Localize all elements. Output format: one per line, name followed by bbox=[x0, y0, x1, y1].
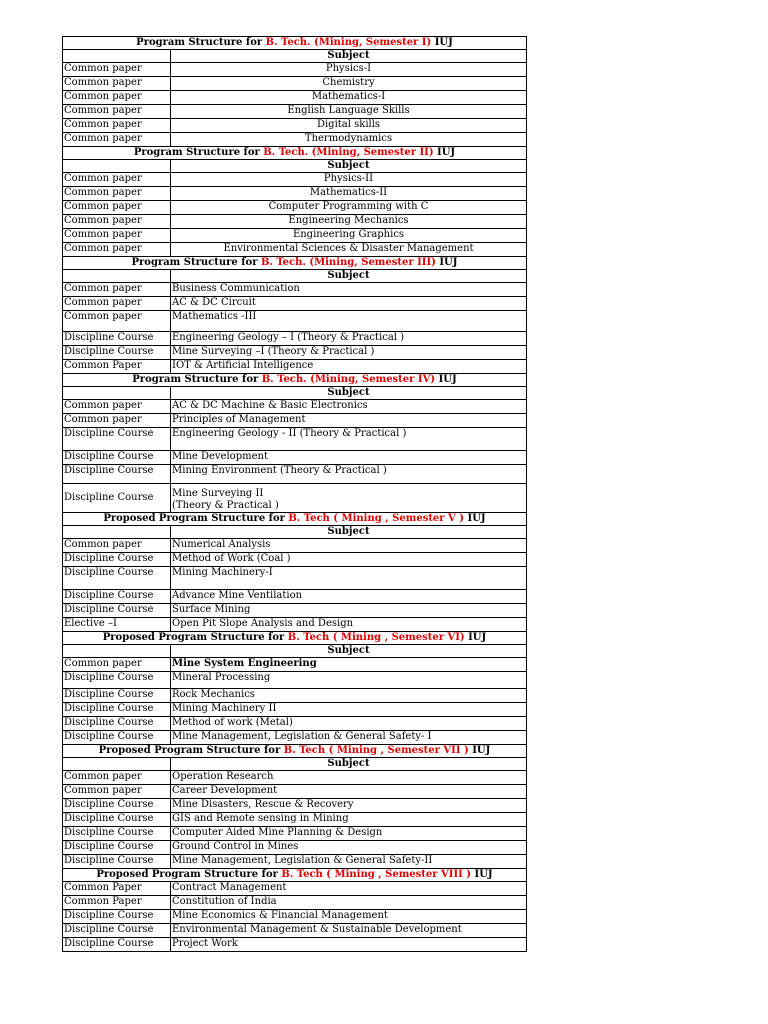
subject-name: Contract Management bbox=[172, 882, 287, 893]
course-subject bbox=[171, 567, 527, 590]
subject-name: Computer Aided Mine Planning & Design bbox=[172, 827, 383, 838]
course-row bbox=[63, 785, 527, 799]
title-prefix: Program Structure for bbox=[131, 257, 261, 268]
semester-title-row bbox=[63, 745, 527, 758]
course-subject bbox=[171, 311, 527, 332]
course-type: Discipline Course bbox=[63, 689, 171, 703]
course-type: Discipline Course bbox=[63, 465, 171, 484]
semester-title bbox=[63, 745, 527, 758]
course-type: Elective –I bbox=[63, 618, 171, 632]
course-row bbox=[63, 771, 527, 785]
title-program: B. Tech ( Mining , Semester V ) bbox=[288, 513, 465, 524]
subject-header-row bbox=[63, 270, 527, 283]
subject-name: Mathematics-I bbox=[311, 91, 386, 102]
header-blank-cell bbox=[63, 50, 171, 63]
title-suffix: IUJ bbox=[471, 869, 493, 880]
course-row bbox=[63, 896, 527, 910]
course-type: Discipline Course bbox=[63, 924, 171, 938]
course-subject bbox=[171, 360, 527, 374]
course-row bbox=[63, 539, 527, 553]
subject-name: Mine System Engineering bbox=[172, 658, 317, 669]
course-type: Common paper bbox=[63, 119, 171, 133]
course-type: Common paper bbox=[63, 283, 171, 297]
course-subject bbox=[171, 731, 527, 745]
subject-name: Ground Control in Mines bbox=[172, 841, 299, 852]
semester-title-row bbox=[63, 147, 527, 160]
subject-header: Subject bbox=[171, 526, 527, 539]
title-prefix: Program Structure for bbox=[133, 147, 264, 158]
course-type: Discipline Course bbox=[63, 428, 171, 451]
course-type: Common Paper bbox=[63, 896, 171, 910]
subject-name: IOT & Artificial Intelligence bbox=[172, 360, 314, 371]
course-subject bbox=[171, 910, 527, 924]
semester-title-row bbox=[63, 513, 527, 526]
subject-header: Subject bbox=[171, 270, 527, 283]
course-type: Discipline Course bbox=[63, 938, 171, 952]
course-type: Common paper bbox=[63, 215, 171, 229]
course-type: Common paper bbox=[63, 201, 171, 215]
course-type: Common paper bbox=[63, 539, 171, 553]
course-type: Common Paper bbox=[63, 882, 171, 896]
subject-name: Mine Economics & Financial Management bbox=[172, 910, 388, 921]
course-subject bbox=[171, 105, 527, 119]
subject-name: Mathematics -III bbox=[172, 311, 257, 322]
course-row bbox=[63, 465, 527, 484]
course-row bbox=[63, 827, 527, 841]
title-suffix: IUJ bbox=[464, 513, 486, 524]
course-type: Common paper bbox=[63, 63, 171, 77]
course-subject bbox=[171, 841, 527, 855]
course-subject bbox=[171, 484, 527, 513]
subject-name: Project Work bbox=[172, 938, 238, 949]
semester-title-row bbox=[63, 869, 527, 882]
subject-name: Environmental Sciences & Disaster Management bbox=[223, 243, 474, 254]
course-row bbox=[63, 841, 527, 855]
subject-header: Subject bbox=[171, 387, 527, 400]
course-type: Common paper bbox=[63, 297, 171, 311]
header-blank-cell bbox=[63, 387, 171, 400]
title-suffix: IUJ bbox=[435, 257, 458, 268]
semester-title bbox=[63, 257, 527, 270]
subject-name: Mine Surveying –I (Theory & Practical ) bbox=[172, 346, 375, 357]
subject-name: Numerical Analysis bbox=[172, 539, 271, 550]
course-subject bbox=[171, 672, 527, 689]
course-type: Discipline Course bbox=[63, 590, 171, 604]
course-subject bbox=[171, 133, 527, 147]
course-type: Common paper bbox=[63, 311, 171, 332]
course-row bbox=[63, 215, 527, 229]
title-program: B. Tech ( Mining , Semester VII ) bbox=[283, 745, 469, 756]
course-row bbox=[63, 428, 527, 451]
course-row bbox=[63, 77, 527, 91]
subject-name: AC & DC Machine & Basic Electronics bbox=[172, 400, 368, 411]
subject-name: Mine Management, Legislation & General Safety- I bbox=[172, 731, 432, 742]
course-row bbox=[63, 882, 527, 896]
subject-name: Mine Development bbox=[172, 451, 268, 462]
course-row bbox=[63, 731, 527, 745]
subject-name: Career Development bbox=[172, 785, 278, 796]
semester-title bbox=[63, 147, 527, 160]
subject-header-row bbox=[63, 387, 527, 400]
course-type: Discipline Course bbox=[63, 484, 171, 513]
course-subject bbox=[171, 414, 527, 428]
subject-name: Method of work (Metal) bbox=[172, 717, 293, 728]
course-subject bbox=[171, 618, 527, 632]
course-type: Common Paper bbox=[63, 360, 171, 374]
subject-name: Engineering Geology - II (Theory & Practical ) bbox=[172, 428, 407, 439]
subject-name: Physics-II bbox=[323, 173, 374, 184]
title-program: B. Tech. (Mining, Semester IV) bbox=[261, 374, 436, 385]
header-blank-cell bbox=[63, 526, 171, 539]
subject-header-row bbox=[63, 160, 527, 173]
subject-name: Mathematics-II bbox=[309, 187, 388, 198]
course-type: Discipline Course bbox=[63, 799, 171, 813]
title-prefix: Proposed Program Structure for bbox=[102, 632, 288, 643]
subject-name: Principles of Management bbox=[172, 414, 306, 425]
course-row bbox=[63, 924, 527, 938]
course-subject bbox=[171, 77, 527, 91]
semester-title bbox=[63, 869, 527, 882]
course-type: Discipline Course bbox=[63, 827, 171, 841]
header-blank-cell bbox=[63, 758, 171, 771]
course-subject bbox=[171, 215, 527, 229]
course-type: Common paper bbox=[63, 91, 171, 105]
course-row bbox=[63, 618, 527, 632]
subject-name: Mining Machinery II bbox=[172, 703, 277, 714]
subject-name: Digital skills bbox=[316, 119, 381, 130]
title-prefix: Proposed Program Structure for bbox=[96, 869, 282, 880]
course-type: Common paper bbox=[63, 414, 171, 428]
course-subject bbox=[171, 539, 527, 553]
course-subject bbox=[171, 882, 527, 896]
course-type: Discipline Course bbox=[63, 841, 171, 855]
subject-header: Subject bbox=[171, 758, 527, 771]
semester-title bbox=[63, 632, 527, 645]
course-subject bbox=[171, 91, 527, 105]
subject-name: Business Communication bbox=[172, 283, 300, 294]
course-subject bbox=[171, 465, 527, 484]
title-suffix: IUJ bbox=[435, 374, 457, 385]
course-type: Discipline Course bbox=[63, 813, 171, 827]
semester-title-row bbox=[63, 37, 527, 50]
course-row bbox=[63, 400, 527, 414]
course-subject bbox=[171, 689, 527, 703]
course-subject bbox=[171, 297, 527, 311]
course-row bbox=[63, 484, 527, 513]
subject-name: Mine Disasters, Rescue & Recovery bbox=[172, 799, 354, 810]
course-type: Common paper bbox=[63, 105, 171, 119]
course-subject bbox=[171, 173, 527, 187]
subject-name: Surface Mining bbox=[172, 604, 251, 615]
course-subject bbox=[171, 827, 527, 841]
course-row bbox=[63, 658, 527, 672]
title-suffix: IUJ bbox=[464, 632, 487, 643]
course-subject bbox=[171, 553, 527, 567]
course-row bbox=[63, 689, 527, 703]
subject-name: GIS and Remote sensing in Mining bbox=[172, 813, 349, 824]
subject-name: Constitution of India bbox=[172, 896, 277, 907]
course-row bbox=[63, 910, 527, 924]
subject-header-row bbox=[63, 758, 527, 771]
course-row bbox=[63, 855, 527, 869]
subject-header: Subject bbox=[171, 645, 527, 658]
subject-header-row bbox=[63, 645, 527, 658]
header-blank-cell bbox=[63, 160, 171, 173]
subject-name: Engineering Geology – I (Theory & Practical ) bbox=[172, 332, 405, 343]
course-subject bbox=[171, 243, 527, 257]
subject-header: Subject bbox=[171, 50, 527, 63]
semester-title bbox=[63, 374, 527, 387]
title-prefix: Proposed Program Structure for bbox=[98, 745, 284, 756]
title-prefix: Program Structure for bbox=[132, 374, 262, 385]
course-row bbox=[63, 173, 527, 187]
course-row bbox=[63, 91, 527, 105]
course-subject bbox=[171, 400, 527, 414]
course-subject bbox=[171, 283, 527, 297]
course-type: Common paper bbox=[63, 77, 171, 91]
course-row bbox=[63, 604, 527, 618]
course-subject bbox=[171, 604, 527, 618]
course-subject bbox=[171, 896, 527, 910]
course-subject bbox=[171, 428, 527, 451]
title-suffix: IUJ bbox=[433, 147, 456, 158]
course-type: Discipline Course bbox=[63, 451, 171, 465]
course-type: Discipline Course bbox=[63, 346, 171, 360]
subject-name: Engineering Mechanics bbox=[288, 215, 409, 226]
course-row bbox=[63, 813, 527, 827]
title-program: B. Tech. (Mining, Semester III) bbox=[260, 257, 436, 268]
course-row bbox=[63, 360, 527, 374]
course-type: Discipline Course bbox=[63, 672, 171, 689]
subject-header: Subject bbox=[171, 160, 527, 173]
course-subject bbox=[171, 799, 527, 813]
subject-name: Open Pit Slope Analysis and Design bbox=[172, 618, 354, 629]
title-program: B. Tech. (Mining, Semester II) bbox=[263, 147, 434, 158]
subject-name: Mining Machinery-I bbox=[172, 567, 273, 578]
title-prefix: Proposed Program Structure for bbox=[103, 513, 289, 524]
title-suffix: IUJ bbox=[431, 37, 453, 48]
course-type: Common paper bbox=[63, 133, 171, 147]
course-type: Common paper bbox=[63, 243, 171, 257]
course-subject bbox=[171, 451, 527, 465]
semester-title bbox=[63, 37, 527, 50]
title-prefix: Program Structure for bbox=[136, 37, 266, 48]
subject-name: Mining Environment (Theory & Practical ) bbox=[172, 465, 387, 476]
course-type: Discipline Course bbox=[63, 332, 171, 346]
course-row bbox=[63, 799, 527, 813]
course-type: Common paper bbox=[63, 771, 171, 785]
course-type: Discipline Course bbox=[63, 703, 171, 717]
course-row bbox=[63, 297, 527, 311]
course-subject bbox=[171, 938, 527, 952]
subject-name: Mineral Processing bbox=[172, 672, 271, 683]
course-subject bbox=[171, 590, 527, 604]
program-structure-sheet bbox=[62, 36, 526, 952]
course-type: Discipline Course bbox=[63, 604, 171, 618]
subject-name: Thermodynamics bbox=[304, 133, 393, 144]
course-subject bbox=[171, 717, 527, 731]
course-row bbox=[63, 201, 527, 215]
course-subject bbox=[171, 201, 527, 215]
course-row bbox=[63, 717, 527, 731]
course-subject bbox=[171, 703, 527, 717]
title-suffix: IUJ bbox=[468, 745, 491, 756]
course-subject bbox=[171, 63, 527, 77]
course-row bbox=[63, 553, 527, 567]
course-row bbox=[63, 414, 527, 428]
course-type: Common paper bbox=[63, 658, 171, 672]
course-row bbox=[63, 283, 527, 297]
course-row bbox=[63, 229, 527, 243]
course-subject bbox=[171, 924, 527, 938]
course-subject bbox=[171, 119, 527, 133]
subject-name-line2: (Theory & Practical ) bbox=[172, 500, 279, 511]
course-row bbox=[63, 332, 527, 346]
subject-name: Advance Mine Ventilation bbox=[172, 590, 303, 601]
program-structure-table bbox=[62, 36, 527, 952]
semester-title-row bbox=[63, 632, 527, 645]
title-program: B. Tech ( Mining , Semester VIII ) bbox=[281, 869, 472, 880]
course-subject bbox=[171, 813, 527, 827]
course-row bbox=[63, 938, 527, 952]
course-type: Discipline Course bbox=[63, 731, 171, 745]
course-row bbox=[63, 451, 527, 465]
course-subject bbox=[171, 658, 527, 672]
course-row bbox=[63, 346, 527, 360]
course-row bbox=[63, 311, 527, 332]
course-type: Discipline Course bbox=[63, 855, 171, 869]
course-type: Common paper bbox=[63, 229, 171, 243]
course-type: Discipline Course bbox=[63, 553, 171, 567]
course-subject bbox=[171, 187, 527, 201]
subject-name: AC & DC Circuit bbox=[172, 297, 256, 308]
semester-title bbox=[63, 513, 527, 526]
course-row bbox=[63, 119, 527, 133]
course-row bbox=[63, 672, 527, 689]
subject-name: Physics-I bbox=[325, 63, 372, 74]
course-row bbox=[63, 567, 527, 590]
course-type: Discipline Course bbox=[63, 910, 171, 924]
course-type: Common paper bbox=[63, 785, 171, 799]
course-type: Common paper bbox=[63, 400, 171, 414]
subject-name: Rock Mechanics bbox=[172, 689, 255, 700]
course-row bbox=[63, 703, 527, 717]
course-subject bbox=[171, 771, 527, 785]
course-type: Common paper bbox=[63, 173, 171, 187]
semester-title-row bbox=[63, 257, 527, 270]
course-row bbox=[63, 590, 527, 604]
course-row bbox=[63, 133, 527, 147]
subject-name: Environmental Management & Sustainable Development bbox=[172, 924, 462, 935]
subject-header-row bbox=[63, 526, 527, 539]
subject-name: Method of Work (Coal ) bbox=[172, 553, 291, 564]
subject-header-row bbox=[63, 50, 527, 63]
course-row bbox=[63, 63, 527, 77]
course-row bbox=[63, 105, 527, 119]
course-row bbox=[63, 187, 527, 201]
course-subject bbox=[171, 346, 527, 360]
title-program: B. Tech ( Mining , Semester VI) bbox=[287, 632, 465, 643]
subject-name: Mine Management, Legislation & General Safety-II bbox=[172, 855, 433, 866]
subject-name: Mine Surveying II bbox=[172, 488, 264, 499]
header-blank-cell bbox=[63, 645, 171, 658]
subject-name: Operation Research bbox=[172, 771, 274, 782]
course-row bbox=[63, 243, 527, 257]
subject-name: Chemistry bbox=[322, 77, 375, 88]
course-type: Discipline Course bbox=[63, 567, 171, 590]
course-subject bbox=[171, 229, 527, 243]
course-type: Discipline Course bbox=[63, 717, 171, 731]
semester-title-row bbox=[63, 374, 527, 387]
header-blank-cell bbox=[63, 270, 171, 283]
course-subject bbox=[171, 785, 527, 799]
course-subject bbox=[171, 332, 527, 346]
subject-name: Computer Programming with C bbox=[268, 201, 429, 212]
subject-name: English Language Skills bbox=[287, 105, 410, 116]
course-type: Common paper bbox=[63, 187, 171, 201]
subject-name: Engineering Graphics bbox=[292, 229, 405, 240]
course-subject bbox=[171, 855, 527, 869]
title-program: B. Tech. (Mining, Semester I) bbox=[265, 37, 432, 48]
